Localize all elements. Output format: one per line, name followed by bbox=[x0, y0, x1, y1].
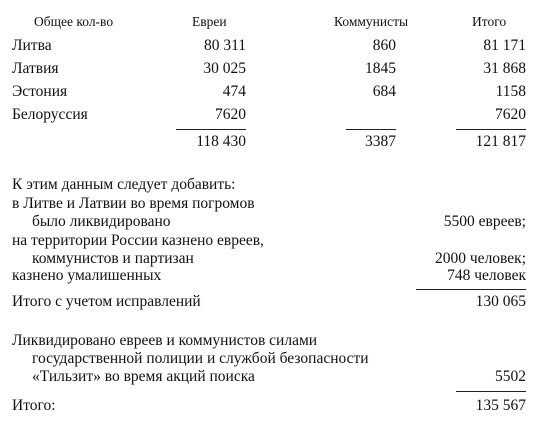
grand-sum: 121 817 bbox=[475, 133, 526, 150]
jews-value: 30 025 bbox=[203, 60, 246, 77]
pogroms-line-1: в Литве и Латвии во время погромов bbox=[12, 195, 255, 212]
total-value: 7620 bbox=[495, 106, 526, 123]
total-value: 1158 bbox=[495, 83, 526, 100]
mentally-ill-label: казнено умалишенных bbox=[12, 267, 162, 284]
header-total-count: Общее кол-во bbox=[34, 14, 114, 29]
final-sum-rule bbox=[456, 391, 526, 392]
communists-value: 1845 bbox=[365, 60, 396, 77]
jews-value: 80 311 bbox=[203, 37, 246, 54]
liquidation-line-1: Ликвидировано евреев и коммунистов силами bbox=[12, 332, 318, 349]
total-value: 31 868 bbox=[483, 60, 526, 77]
russia-value: 2000 человек; bbox=[435, 250, 526, 267]
row-label: Белоруссия bbox=[12, 106, 88, 123]
liquidation-line-3: «Тильзит» во время акций поиска bbox=[32, 368, 255, 385]
row-label: Эстония bbox=[12, 83, 68, 100]
total-value: 81 171 bbox=[483, 37, 526, 54]
communists-sum: 3387 bbox=[365, 133, 396, 150]
header-jews: Евреи bbox=[192, 14, 227, 29]
communists-value: 684 bbox=[372, 83, 396, 100]
pogroms-line-2: было ликвидировано bbox=[32, 213, 171, 230]
corrected-total-value: 130 065 bbox=[475, 293, 526, 310]
russia-line-1: на территории России казнено евреев, bbox=[12, 232, 264, 249]
jews-sum: 118 430 bbox=[196, 133, 246, 150]
row-label: Латвия bbox=[12, 60, 59, 77]
russia-line-2: коммунистов и партизан bbox=[32, 250, 194, 267]
sum-rule-jews bbox=[176, 129, 246, 130]
corrected-total-label: Итого с учетом исправлений bbox=[12, 293, 201, 310]
jews-value: 474 bbox=[222, 83, 246, 100]
final-total-label: Итого: bbox=[12, 397, 56, 414]
jews-value: 7620 bbox=[215, 106, 246, 123]
liquidation-value: 5502 bbox=[495, 368, 526, 385]
additions-intro: К этим данным следует добавить: bbox=[12, 176, 236, 193]
final-total-value: 135 567 bbox=[475, 397, 526, 414]
pogroms-value: 5500 евреев; bbox=[443, 213, 526, 230]
mentally-ill-value: 748 человек bbox=[447, 267, 526, 284]
sum-rule-total bbox=[456, 129, 526, 130]
liquidation-line-2: государственной полиции и службой безопасности bbox=[32, 350, 369, 367]
header-total: Итого bbox=[472, 14, 507, 29]
header-communists: Коммунисты bbox=[334, 14, 409, 29]
communists-value: 860 bbox=[372, 37, 396, 54]
sum-rule-communists bbox=[346, 129, 396, 130]
corrected-sum-rule bbox=[416, 289, 526, 290]
row-label: Литва bbox=[12, 37, 52, 54]
